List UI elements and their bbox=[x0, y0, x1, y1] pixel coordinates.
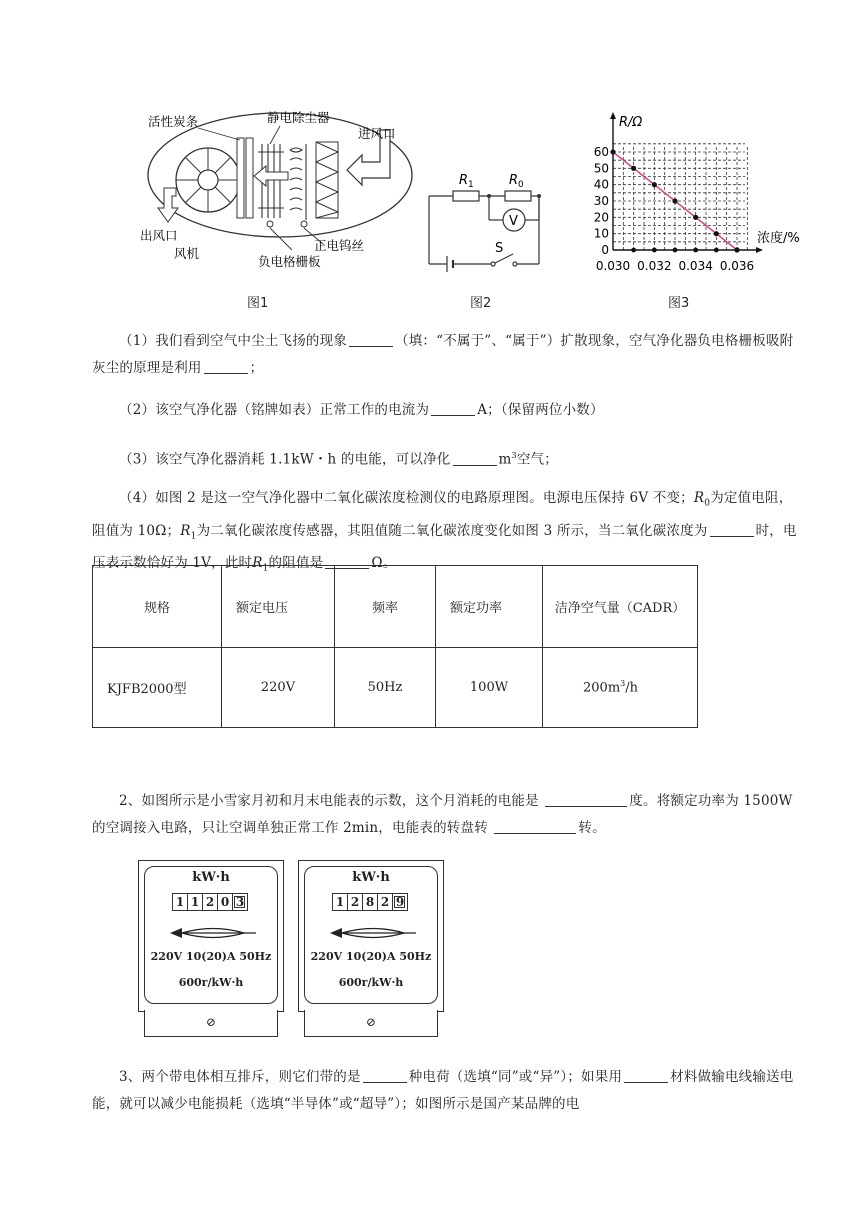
x-tick-label: 0.030 bbox=[595, 259, 631, 273]
question-1-part-4: （4）如图 2 是这一空气净化器中二氧化碳浓度检测仪的电路原理图。电源电压保持 6V 不变；$R_0$为定值电阻，阻值为 10Ω；$R_1$为二氧化碳浓度传感器，其阻值随二氧化碳浓度变化如图 3 所示，当二氧化碳浓度为 时，电压表示数恰好为 1V，此时$R_1$的阻值是 Ω。 bbox=[92, 490, 797, 575]
label-outlet: 出风口 bbox=[140, 228, 178, 243]
meter-digit: 0 bbox=[217, 894, 232, 910]
meter-digit: 1 bbox=[175, 895, 185, 909]
meter-digit: 3 bbox=[232, 894, 247, 910]
data-point bbox=[631, 166, 636, 171]
table-header-row bbox=[93, 566, 698, 648]
meter-digit: 2 bbox=[377, 894, 392, 910]
data-point bbox=[652, 182, 657, 187]
figure-2-caption: 图2 bbox=[470, 296, 492, 311]
answer-blank[interactable] bbox=[545, 792, 627, 807]
screw-icon: ⊘ bbox=[205, 1015, 217, 1029]
meter-display bbox=[172, 893, 248, 911]
meter-disc-icon bbox=[168, 922, 258, 944]
answer-blank[interactable] bbox=[624, 1068, 668, 1083]
meter-digit: 1 bbox=[335, 895, 345, 909]
table-header-cell: 额定电压 bbox=[222, 566, 335, 648]
figure-3-caption: 图3 bbox=[668, 296, 690, 311]
meter-digit: 8 bbox=[362, 894, 377, 910]
label-carbon: 活性炭条 bbox=[148, 114, 199, 129]
meter-rev: 600r/kW·h bbox=[338, 976, 404, 989]
table-cell-power: 100W bbox=[436, 648, 543, 728]
table-header-cell: 额定功率 bbox=[436, 566, 543, 648]
answer-blank[interactable] bbox=[494, 819, 576, 834]
y-tick-label: 10 bbox=[593, 226, 609, 241]
label-tungsten: 正电钨丝 bbox=[314, 238, 365, 253]
table-cell-model: KJFB2000型 bbox=[93, 648, 222, 728]
question-1-part-2: （2）该空气净化器（铭牌如表）正常工作的电流为 A；（保留两位小数） bbox=[119, 402, 604, 418]
electricity-meter bbox=[298, 860, 444, 1038]
label-inlet: 进风口 bbox=[358, 126, 396, 141]
y-tick-label: 30 bbox=[593, 194, 609, 208]
question-1-part-3: （3）该空气净化器消耗 1.1kW・h 的电能，可以净化 $m^3$空气； bbox=[119, 451, 558, 468]
table-cell-cadr: $200m^3/h$ bbox=[543, 648, 698, 728]
figure-1-caption: 图1 bbox=[247, 296, 269, 311]
x-axis-dot bbox=[652, 248, 657, 253]
meter-digit: 1 bbox=[187, 894, 202, 910]
y-axis-arrow bbox=[610, 112, 616, 119]
meter-display bbox=[332, 893, 408, 911]
label-r1: $R_1$ bbox=[459, 173, 474, 190]
label-grid: 负电格栅板 bbox=[258, 254, 321, 269]
y-axis-title: R/Ω bbox=[619, 115, 643, 130]
y-tick-label: 50 bbox=[593, 161, 609, 176]
answer-blank[interactable] bbox=[349, 332, 393, 347]
voltmeter-symbol: V bbox=[509, 214, 518, 229]
label-fan: 风机 bbox=[174, 246, 200, 261]
x-axis-arrow bbox=[756, 247, 763, 253]
answer-blank[interactable] bbox=[453, 451, 497, 466]
x-axis-title: 浓度/% bbox=[757, 231, 800, 246]
meter-digit: 9 bbox=[392, 894, 407, 910]
answer-blank[interactable] bbox=[710, 522, 754, 537]
y-tick-label: 60 bbox=[593, 145, 609, 159]
x-axis-dot bbox=[673, 248, 678, 253]
x-axis-dot bbox=[631, 248, 636, 253]
meter-digit: 2 bbox=[202, 894, 217, 910]
data-point bbox=[610, 149, 615, 154]
figure-3-chart bbox=[585, 110, 815, 275]
screw-icon: ⊘ bbox=[365, 1015, 377, 1029]
x-tick-label: 0.034 bbox=[678, 259, 713, 273]
data-point bbox=[734, 247, 739, 252]
data-point bbox=[693, 215, 698, 220]
meter-rev: 600r/kW·h bbox=[178, 976, 244, 989]
figure-1-purifier bbox=[140, 100, 430, 300]
label-r0: $R_0$ bbox=[509, 173, 524, 190]
x-axis-dot bbox=[714, 248, 719, 253]
x-axis-dot bbox=[693, 248, 698, 253]
figure-2-circuit bbox=[425, 160, 555, 278]
table-row bbox=[93, 648, 698, 728]
answer-blank[interactable] bbox=[363, 1068, 407, 1083]
meter-unit: kW·h bbox=[352, 870, 390, 885]
table-cell-frequency: 50Hz bbox=[335, 648, 436, 728]
meter-unit: kW·h bbox=[192, 870, 230, 885]
fan-drawing bbox=[176, 148, 240, 212]
label-electrostatic: 静电除尘器 bbox=[267, 110, 330, 125]
meter-spec: 220V 10(20)A 50Hz bbox=[310, 950, 432, 963]
spec-table bbox=[92, 565, 698, 728]
meter-spec: 220V 10(20)A 50Hz bbox=[150, 950, 272, 963]
answer-blank[interactable] bbox=[431, 401, 475, 416]
data-point bbox=[714, 231, 719, 236]
meter-digit: 2 bbox=[347, 894, 362, 910]
x-tick-label: 0.036 bbox=[719, 259, 755, 273]
data-point bbox=[672, 198, 677, 203]
table-header-cell: 规格 bbox=[93, 566, 222, 648]
table-header-cell: 频率 bbox=[335, 566, 436, 648]
y-tick-label: 40 bbox=[593, 177, 609, 192]
table-cell-voltage: 220V bbox=[222, 648, 335, 728]
question-3: 3、两个带电体相互排斥，则它们带的是 种电荷（选填“同”或“异”）；如果用 材料做输电线输送电能，就可以减少电能损耗（选填“半导体”或“超导”）；如图所示是国产某品牌的电 bbox=[92, 1069, 794, 1112]
x-tick-label: 0.032 bbox=[637, 259, 672, 273]
meter-disc-icon bbox=[328, 922, 418, 944]
table-header-cell: 洁净空气量（CADR） bbox=[543, 566, 698, 648]
label-switch: S bbox=[495, 241, 504, 256]
electricity-meter bbox=[138, 860, 284, 1038]
answer-blank[interactable] bbox=[204, 359, 248, 374]
y-tick-label: 20 bbox=[593, 210, 609, 225]
question-2: 2、如图所示是小雪家月初和月末电能表的示数，这个月消耗的电能是 度。将额定功率为 1500W 的空调接入电路，只让空调单独正常工作 2min，电能表的转盘转 转。 bbox=[92, 793, 793, 836]
question-1-part-1: （1）我们看到空气中尘土飞扬的现象 （填：“不属于”、“属于”）扩散现象，空气净化器负电格栅板吸附灰尘的原理是利用 ； bbox=[92, 333, 794, 376]
y-tick-label: 0 bbox=[601, 243, 609, 257]
